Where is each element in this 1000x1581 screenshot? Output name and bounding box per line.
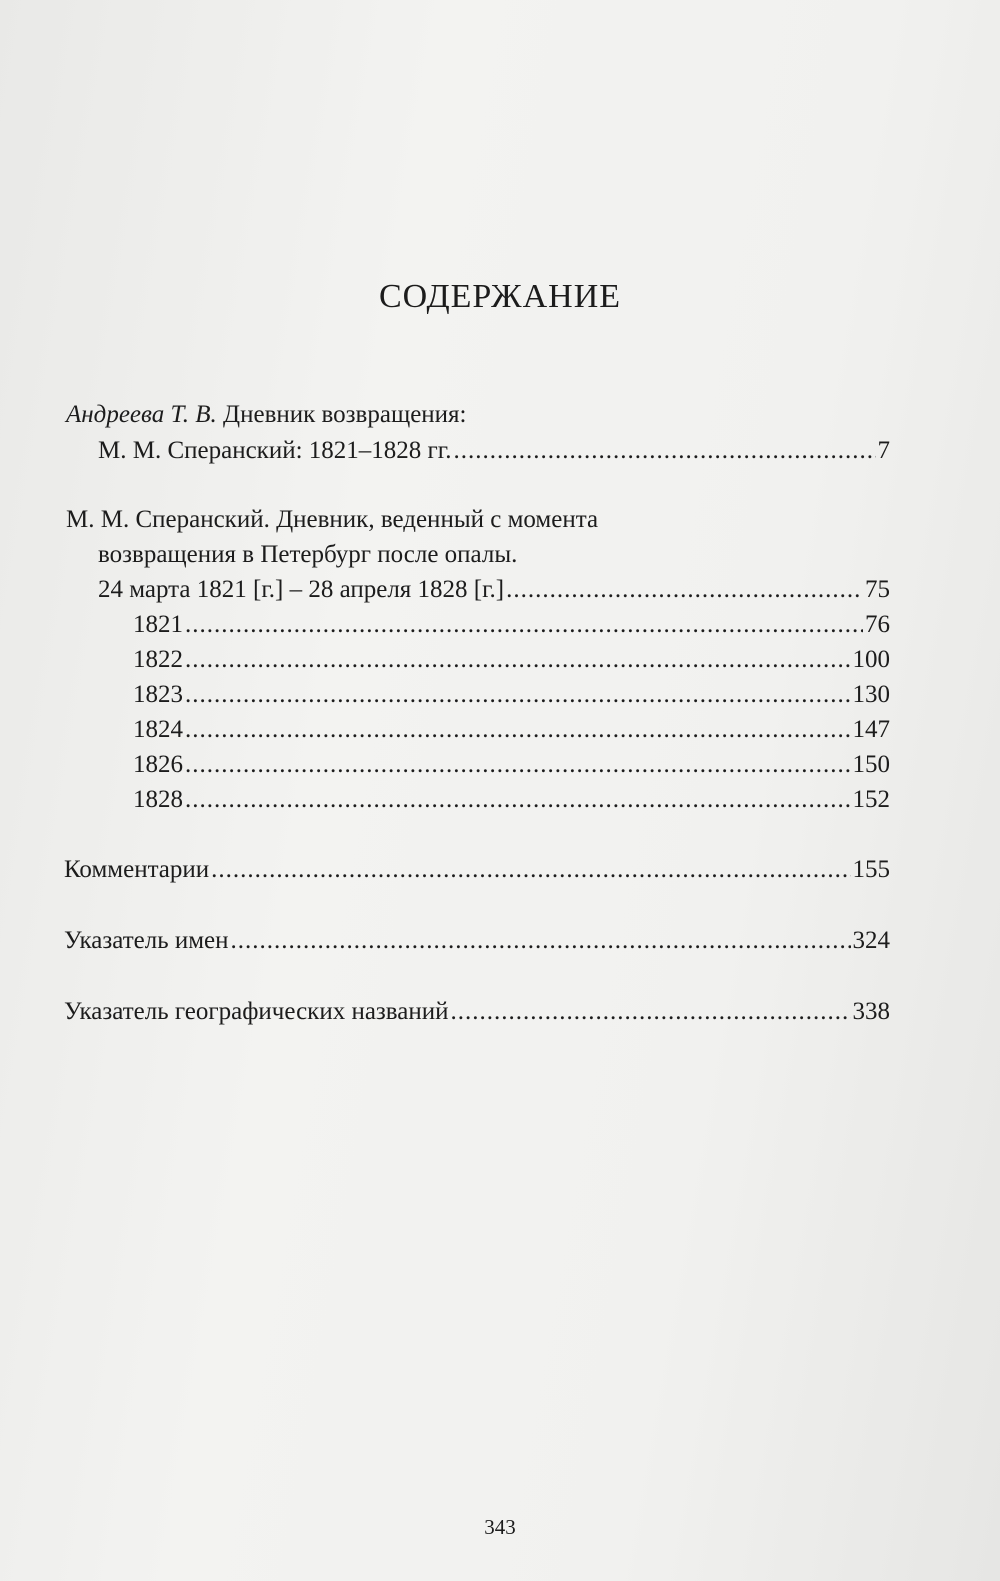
- toc-entry-title: М. М. Сперанский: 1821–1828 гг.: [98, 437, 452, 464]
- page-title: СОДЕРЖАНИЕ: [378, 278, 622, 315]
- toc-year-label: 1826: [133, 751, 183, 778]
- toc-entry-title: Указатель имен: [64, 927, 229, 954]
- toc-entry-title: Указатель географических названий: [64, 998, 449, 1025]
- toc-leader-dots: [211, 855, 850, 885]
- toc-leader-dots: [506, 575, 863, 605]
- page-number: 343: [484, 1515, 516, 1539]
- toc-year-label: 1823: [133, 681, 183, 708]
- toc-entry-diary: [98, 575, 890, 605]
- toc-page-number: 75: [865, 576, 890, 603]
- toc-page-number: 338: [852, 998, 890, 1025]
- toc-leader-dots: [185, 785, 851, 815]
- toc-page-number: 324: [852, 927, 890, 954]
- toc-leader-dots: [185, 610, 863, 640]
- toc-leader-dots: [453, 436, 875, 466]
- toc-entry-andreeva-line-1: [66, 400, 467, 430]
- toc-page-number: 7: [877, 437, 890, 464]
- toc-entry-year: [133, 680, 890, 710]
- toc-entry-commentary: [64, 855, 890, 885]
- toc-entry-diary-line-1: М. М. Сперанский. Дневник, веденный с момента: [66, 506, 599, 533]
- toc-entry-year: [133, 750, 890, 780]
- toc-page-number: 155: [852, 856, 890, 883]
- toc-leader-dots: [185, 680, 851, 710]
- toc-page-number: 147: [852, 716, 890, 743]
- toc-entry-andreeva: [98, 436, 890, 466]
- toc-entry-year: [133, 610, 890, 640]
- toc-entry-title: Дневник возвращения:: [223, 401, 467, 428]
- toc-year-label: 1821: [133, 611, 183, 638]
- toc-entry-year: [133, 715, 890, 745]
- toc-entry-title: 24 марта 1821 [г.] – 28 апреля 1828 [г.]: [98, 576, 505, 603]
- toc-entry-names-index: [64, 926, 890, 956]
- toc-page-number: 100: [852, 646, 890, 673]
- toc-entry-title: Комментарии: [64, 856, 210, 883]
- toc-leader-dots: [231, 926, 851, 956]
- toc-leader-dots: [185, 645, 851, 675]
- toc-leader-dots: [185, 715, 851, 745]
- toc-entry-author: Андреева Т. В.: [66, 401, 217, 428]
- toc-entry-year: [133, 645, 890, 675]
- toc-page-number: 150: [852, 751, 890, 778]
- toc-entry-year: [133, 785, 890, 815]
- toc-page-number: 152: [852, 786, 890, 813]
- toc-leader-dots: [451, 997, 851, 1027]
- toc-entry-diary-line-2: возвращения в Петербург после опалы.: [98, 541, 518, 568]
- toc-entry-geo-index: [64, 997, 890, 1027]
- toc-leader-dots: [185, 750, 851, 780]
- toc-year-label: 1822: [133, 646, 183, 673]
- toc-year-label: 1824: [133, 716, 183, 743]
- toc-year-label: 1828: [133, 786, 183, 813]
- toc-page-number: 76: [865, 611, 890, 638]
- toc-page-number: 130: [852, 681, 890, 708]
